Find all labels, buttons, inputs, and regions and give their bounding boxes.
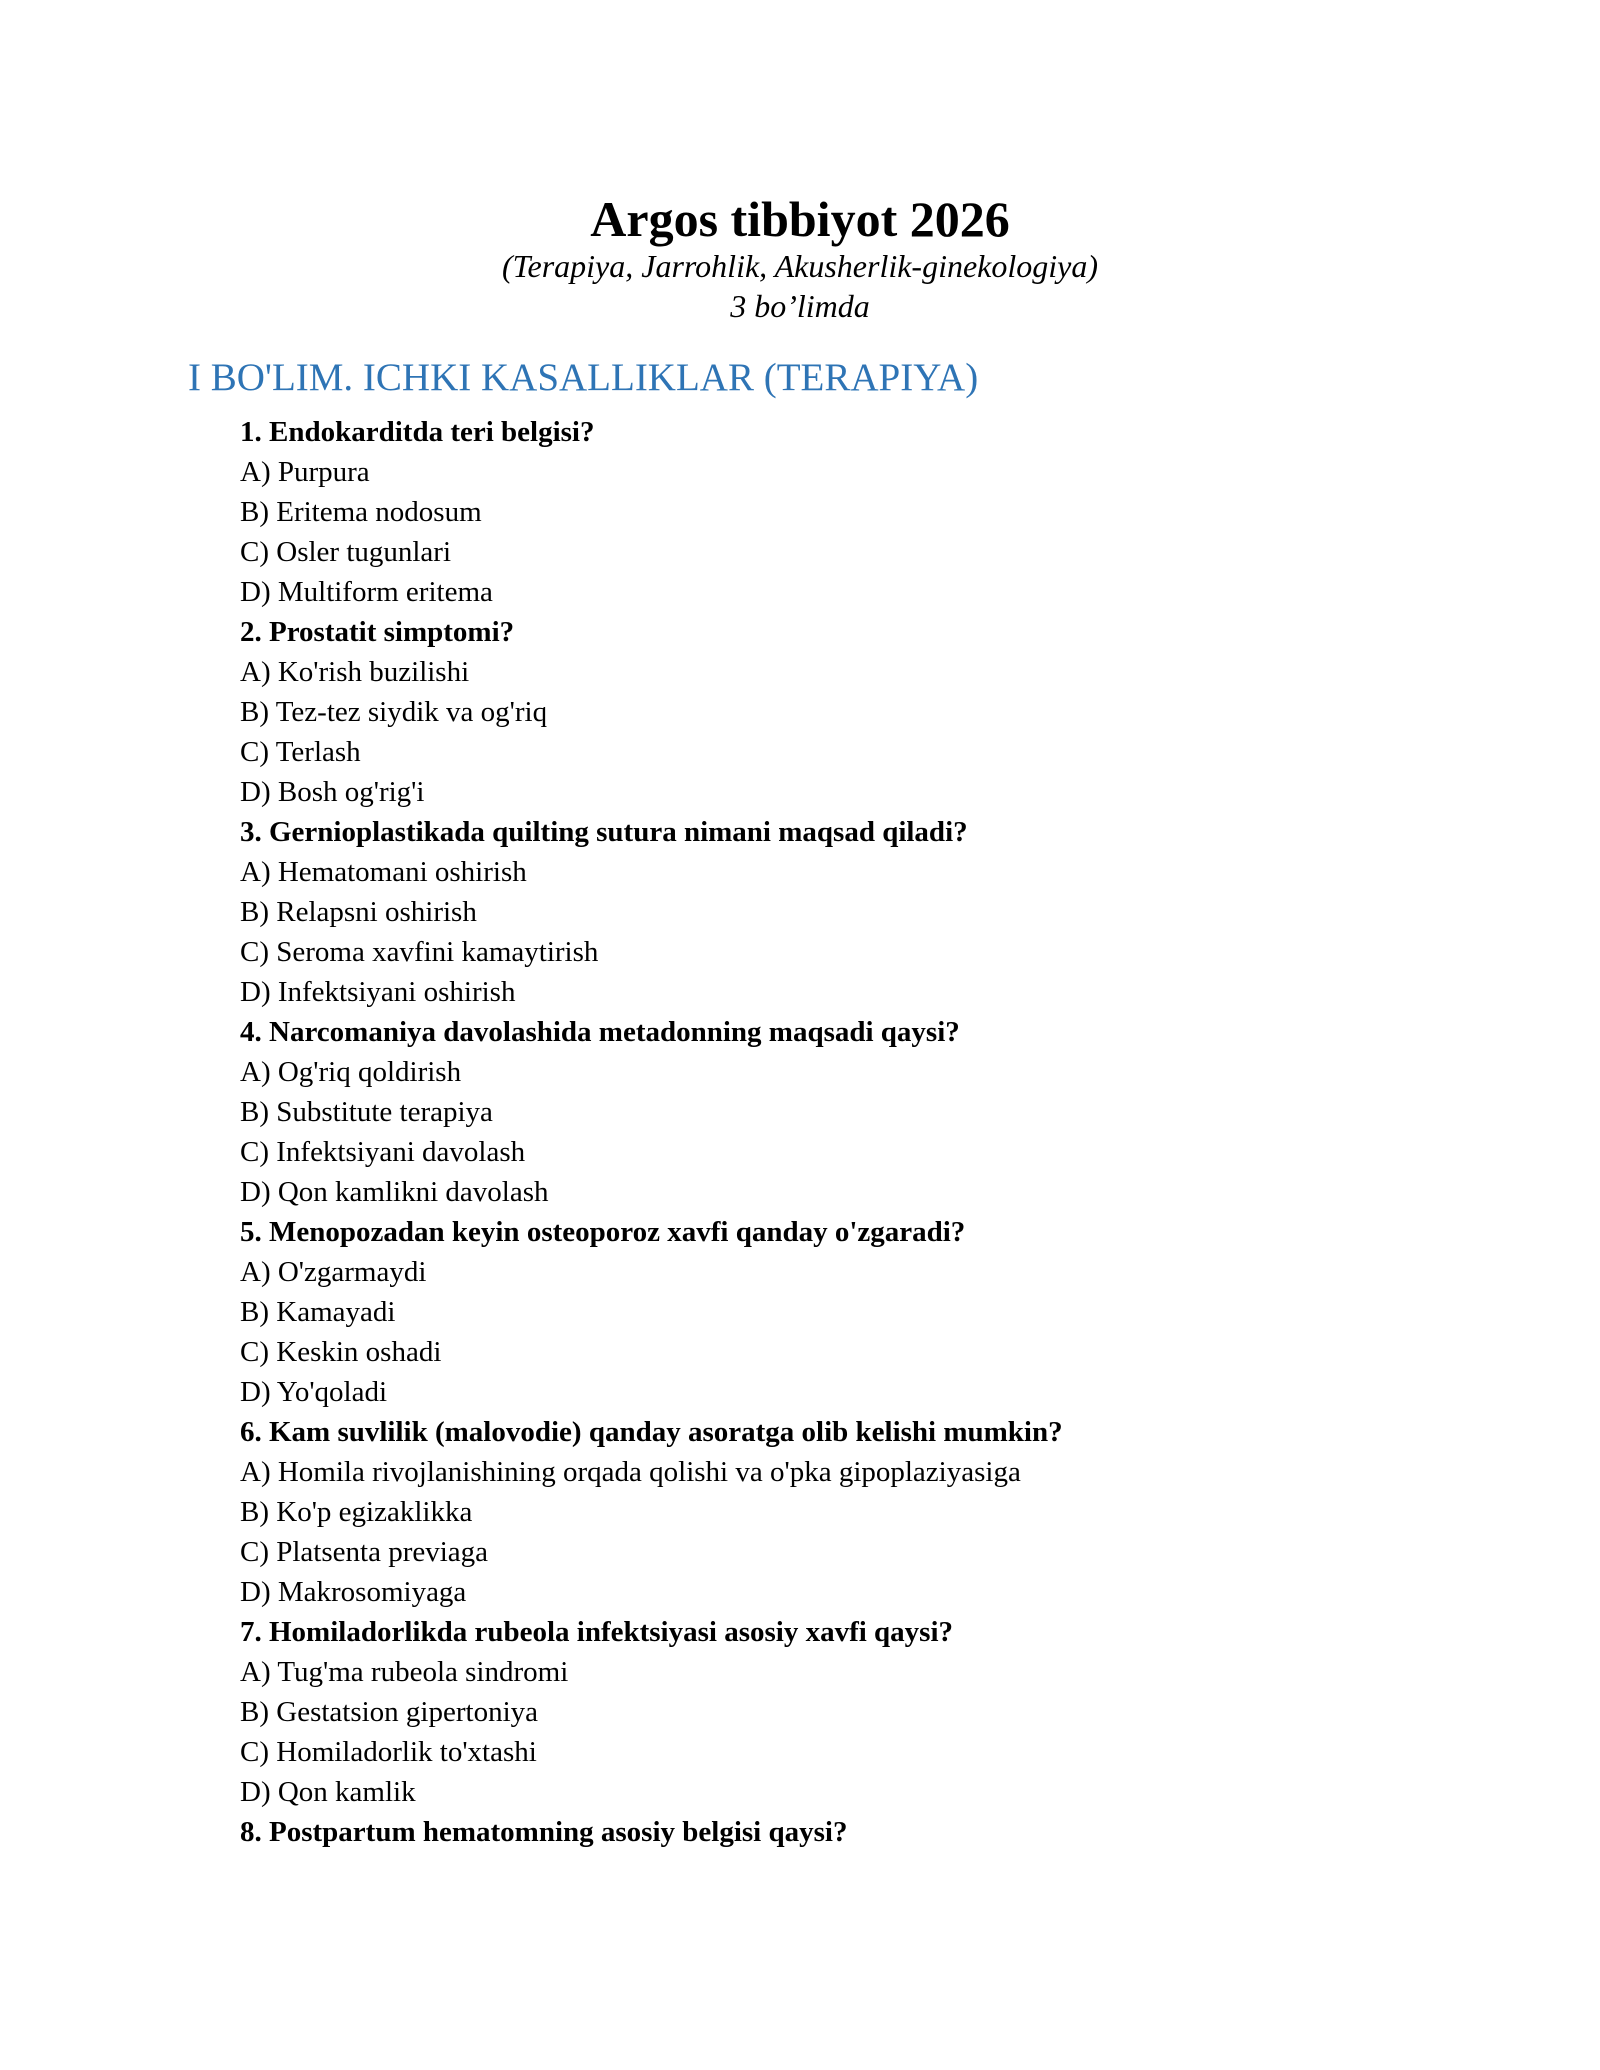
answer-option: C) Osler tugunlari — [240, 536, 452, 568]
question-list — [240, 412, 1440, 1852]
question-text: 6. Kam suvlilik (malovodie) qanday asoratga olib kelishi mumkin? — [240, 1416, 1063, 1448]
question-text: 7. Homiladorlikda rubeola infektsiyasi asosiy xavfi qaysi? — [240, 1616, 954, 1648]
answer-option: B) Kamayadi — [240, 1296, 396, 1328]
answer-option: B) Eritema nodosum — [240, 496, 482, 528]
answer-option: D) Multiform eritema — [240, 576, 493, 608]
answer-option: B) Gestatsion gipertoniya — [240, 1696, 539, 1728]
answer-option: A) Hematomani oshirish — [240, 856, 527, 888]
document-title: Argos tibbiyot 2026 — [590, 191, 1010, 247]
answer-option: B) Tez-tez siydik va og'riq — [240, 696, 548, 728]
section-heading: I BO'LIM. ICHKI KASALLIKLAR (TERAPIYA) — [188, 356, 979, 399]
answer-option: A) Ko'rish buzilishi — [240, 656, 470, 688]
answer-option: C) Terlash — [240, 736, 361, 768]
answer-option: D) Qon kamlikni davolash — [240, 1176, 549, 1208]
document-parts-note: 3 bo’limda — [730, 288, 870, 324]
question-text: 3. Gernioplastikada quilting sutura nimani maqsad qiladi? — [240, 816, 968, 848]
answer-option: A) Og'riq qoldirish — [240, 1056, 462, 1088]
answer-option: A) Homila rivojlanishining orqada qolishi va o'pka gipoplaziyasiga — [240, 1456, 1021, 1488]
answer-option: C) Infektsiyani davolash — [240, 1136, 526, 1168]
answer-option: D) Bosh og'rig'i — [240, 776, 425, 808]
answer-option: A) Purpura — [240, 456, 370, 488]
question-text: 1. Endokarditda teri belgisi? — [240, 416, 595, 448]
question-text: 2. Prostatit simptomi? — [240, 616, 515, 648]
answer-option: B) Ko'p egizaklikka — [240, 1496, 473, 1528]
answer-option: D) Yo'qoladi — [240, 1376, 388, 1408]
answer-option: D) Infektsiyani oshirish — [240, 976, 516, 1008]
document-subtitle: (Terapiya, Jarrohlik, Akusherlik-ginekologiya) — [501, 248, 1099, 284]
answer-option: B) Relapsni oshirish — [240, 896, 477, 928]
answer-option: A) O'zgarmaydi — [240, 1256, 427, 1288]
answer-option: C) Seroma xavfini kamaytirish — [240, 936, 599, 968]
question-text: 8. Postpartum hematomning asosiy belgisi qaysi? — [240, 1816, 848, 1848]
answer-option: C) Keskin oshadi — [240, 1336, 442, 1368]
answer-option: C) Homiladorlik to'xtashi — [240, 1736, 537, 1768]
question-text: 5. Menopozadan keyin osteoporoz xavfi qanday o'zgaradi? — [240, 1216, 966, 1248]
answer-option: C) Platsenta previaga — [240, 1536, 489, 1568]
answer-option: D) Makrosomiyaga — [240, 1576, 467, 1608]
answer-option: A) Tug'ma rubeola sindromi — [240, 1656, 569, 1688]
answer-option: B) Substitute terapiya — [240, 1096, 493, 1128]
question-text: 4. Narcomaniya davolashida metadonning maqsadi qaysi? — [240, 1016, 960, 1048]
answer-option: D) Qon kamlik — [240, 1776, 416, 1808]
